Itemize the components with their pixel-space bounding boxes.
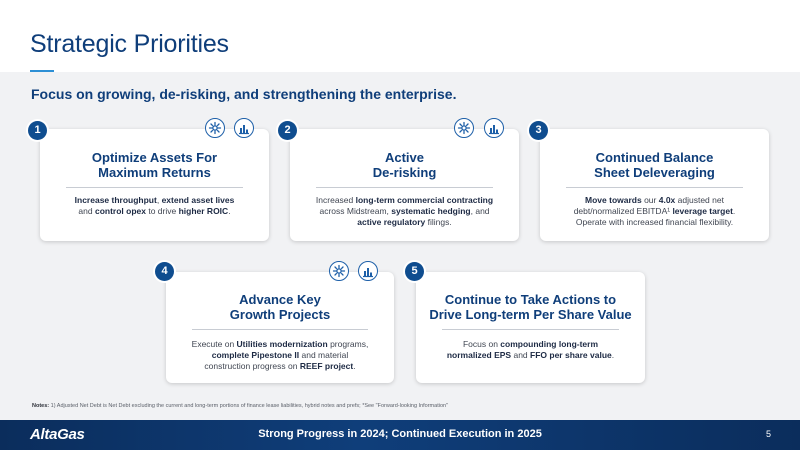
footnote-label: Notes: xyxy=(32,403,50,409)
card-title-line1: Optimize Assets For xyxy=(91,150,218,165)
body-text: across Midstream, xyxy=(319,206,392,216)
slide-header xyxy=(0,0,800,72)
card-description-line xyxy=(426,350,635,361)
body-text: Execute on xyxy=(191,339,237,349)
body-text: . xyxy=(228,206,231,216)
body-text: construction progress on xyxy=(204,361,300,371)
priority-card-1 xyxy=(40,129,269,241)
card-description-line xyxy=(300,217,509,228)
card-description-line xyxy=(176,350,384,361)
card-divider xyxy=(316,187,493,188)
emphasis-text: Utilities modernization xyxy=(236,339,328,349)
card-title-line2: Sheet Deleveraging xyxy=(594,165,715,180)
company-logo: AltaGas xyxy=(30,426,85,443)
card-description xyxy=(50,195,259,217)
slide-subtitle: Focus on growing, de-risking, and strengthening the enterprise. xyxy=(31,86,457,102)
card-divider xyxy=(566,187,743,188)
body-text: , xyxy=(156,195,162,205)
card-title-line1: Active xyxy=(384,150,425,165)
card-divider xyxy=(192,329,368,330)
card-title-line1: Continued Balance xyxy=(595,150,714,165)
body-text: . xyxy=(353,361,356,371)
card-title-line2: Drive Long-term Per Share Value xyxy=(429,307,632,322)
card-description-line xyxy=(550,217,759,228)
card-title xyxy=(40,150,269,180)
card-description xyxy=(300,195,509,228)
page-number: 5 xyxy=(765,429,771,439)
priority-number-badge: 5 xyxy=(405,262,424,281)
emphasis-text: higher ROIC xyxy=(178,206,229,216)
card-title-line2: Growth Projects xyxy=(229,307,331,322)
emphasis-text: 4.0x xyxy=(658,195,676,205)
card-title xyxy=(540,150,769,180)
emphasis-text: Move towards xyxy=(585,195,642,205)
body-text: to drive xyxy=(145,206,179,216)
priority-number-badge: 4 xyxy=(155,262,174,281)
card-title-line1: Continue to Take Actions to xyxy=(444,292,617,307)
emphasis-text: complete Pipestone II xyxy=(211,350,300,360)
card-description xyxy=(426,339,635,361)
priority-number-badge: 3 xyxy=(529,121,548,140)
body-text: , and xyxy=(470,206,490,216)
body-text: debt/normalized EBITDA¹ xyxy=(573,206,673,216)
card-title xyxy=(416,292,645,322)
gear-plus-icon xyxy=(205,118,225,138)
card-title-line1: Advance Key xyxy=(239,292,321,307)
priority-card-3 xyxy=(540,129,769,241)
body-text: and xyxy=(511,350,531,360)
card-divider xyxy=(66,187,243,188)
card-description-line xyxy=(176,361,384,372)
emphasis-text: systematic hedging xyxy=(391,206,471,216)
card-description-line xyxy=(176,339,384,350)
priority-card-5 xyxy=(416,272,645,383)
body-text: programs, xyxy=(327,339,369,349)
emphasis-text: extend asset lives xyxy=(161,195,235,205)
card-description xyxy=(550,195,759,228)
emphasis-text: active regulatory xyxy=(357,217,426,227)
body-text: Operate with increased financial flexibility. xyxy=(575,217,734,227)
gear-plus-icon xyxy=(329,261,349,281)
body-text: our xyxy=(641,195,659,205)
gear-plus-icon xyxy=(454,118,474,138)
card-title-line2: De-risking xyxy=(372,165,437,180)
body-text: and material xyxy=(299,350,349,360)
bar-chart-icon xyxy=(358,261,378,281)
card-title-line2: Maximum Returns xyxy=(98,165,211,180)
priority-card-2 xyxy=(290,129,519,241)
body-text: and xyxy=(78,206,95,216)
body-text: adjusted net xyxy=(675,195,724,205)
priority-number-badge: 2 xyxy=(278,121,297,140)
emphasis-text: Increase throughput xyxy=(74,195,157,205)
slide-body xyxy=(0,72,800,420)
emphasis-text: compounding long-term xyxy=(500,339,599,349)
body-text: . xyxy=(732,206,736,216)
card-description-line xyxy=(550,195,759,206)
emphasis-text: long-term commercial contracting xyxy=(355,195,494,205)
body-text: Increased xyxy=(315,195,356,205)
bar-chart-icon xyxy=(234,118,254,138)
emphasis-text: leverage target xyxy=(672,206,733,216)
body-text: Focus on xyxy=(462,339,501,349)
slide-footer xyxy=(0,420,800,450)
card-description-line xyxy=(300,206,509,217)
card-description xyxy=(176,339,384,372)
card-title xyxy=(290,150,519,180)
card-title xyxy=(166,292,394,322)
bar-chart-icon xyxy=(484,118,504,138)
emphasis-text: REEF project xyxy=(299,361,354,371)
card-description-line xyxy=(300,195,509,206)
footnote xyxy=(32,403,448,409)
footer-tagline: Strong Progress in 2024; Continued Execution in 2025 xyxy=(258,428,542,440)
card-divider xyxy=(442,329,619,330)
card-description-line xyxy=(50,195,259,206)
body-text: filings. xyxy=(425,217,452,227)
card-description-line xyxy=(550,206,759,217)
slide-title: Strategic Priorities xyxy=(30,30,229,58)
priority-card-4 xyxy=(166,272,394,383)
card-description-line xyxy=(50,206,259,217)
emphasis-text: FFO per share value xyxy=(530,350,612,360)
emphasis-text: normalized EPS xyxy=(446,350,512,360)
footnote-text: 1) Adjusted Net Debt is Net Debt excluding the current and long-term portions of finance lease liabilities, hybrid notes and prefs; *See "Forward-looking Information" xyxy=(50,403,449,409)
priority-number-badge: 1 xyxy=(28,121,47,140)
emphasis-text: control opex xyxy=(94,206,146,216)
body-text: . xyxy=(611,350,615,360)
card-description-line xyxy=(426,339,635,350)
